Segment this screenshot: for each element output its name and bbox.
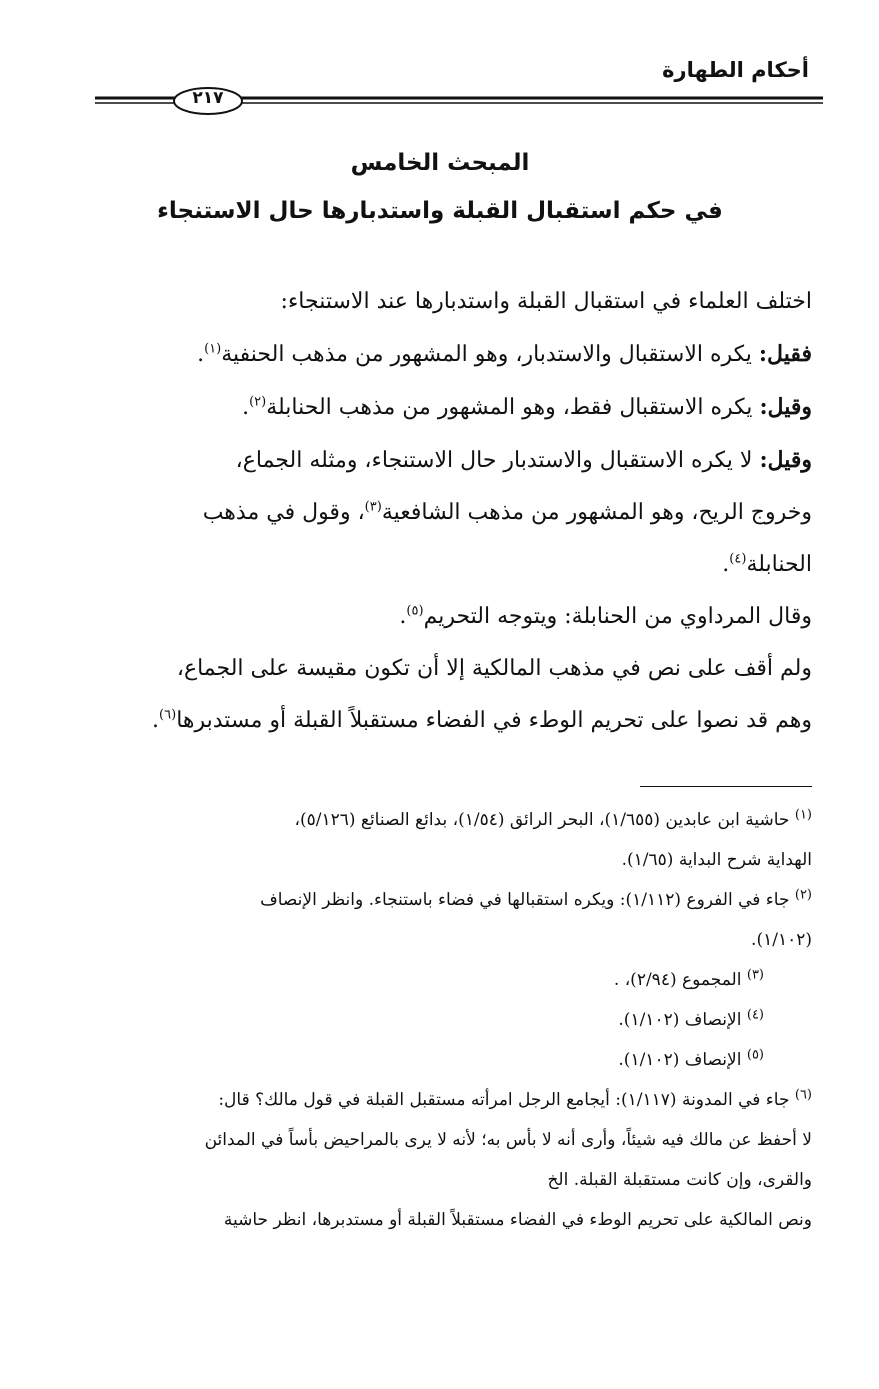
maliki-line-1: ولم أقف على نص في مذهب المالكية إلا أن تكون مقيسة على الجماع، xyxy=(176,656,812,681)
footnote-3: $^{(٣)}$ المجموع (٢/٩٤)، . xyxy=(613,967,764,990)
section-title: في حكم استقبال القبلة واستدبارها حال الاستنجاء xyxy=(157,198,723,224)
page-number: ٢١٧ xyxy=(192,88,224,108)
footnotes xyxy=(90,800,812,1240)
opinion-1: فقيل: يكره الاستقبال والاستدبار، وهو المشهور من مذهب الحنفية$^{(١)}$. xyxy=(197,341,812,367)
maliki-line-2: وهم قد نصوا على تحريم الوطء في الفضاء مستقبلاً القبلة أو مستدبرها$^{(٦)}$. xyxy=(152,707,812,733)
footnote-4: $^{(٤)}$ الإنصاف (١/١٠٢). xyxy=(618,1007,764,1030)
footnote-6-cont: لا أحفظ عن مالك فيه شيئاً، وأرى أنه لا بأس به؛ لأنه لا يرى بالمراحيض بأساً في المدائن xyxy=(204,1130,812,1150)
footnote-2: $^{(٢)}$ جاء في الفروع (١/١١٢): ويكره استقبالها في فضاء باستنجاء. وانظر الإنصاف xyxy=(260,887,812,910)
footnote-2-cont: (١/١٠٢). xyxy=(751,930,812,950)
opinion-lead: وقيل: xyxy=(759,447,812,473)
opinion-lead: فقيل: xyxy=(758,341,812,367)
footnote-ref: (٢) xyxy=(249,394,267,410)
running-header-title: أحكام الطهارة xyxy=(662,58,809,82)
footnote-1-cont: الهداية شرح البداية (١/٦٥). xyxy=(621,850,812,870)
footnote-5: $^{(٥)}$ الإنصاف (١/١٠٢). xyxy=(618,1047,764,1070)
footnote-ref: (٥) xyxy=(406,603,424,619)
footnote-6-cont: ونص المالكية على تحريم الوطء في الفضاء مستقبلاً القبلة أو مستدبرها، انظر حاشية xyxy=(223,1210,812,1230)
body-text xyxy=(90,276,812,747)
opinion-lead: وقيل: xyxy=(759,394,812,420)
footnote-ref: (١) xyxy=(204,341,222,357)
opinion-3-line-1: وقيل: لا يكره الاستقبال والاستدبار حال الاستنجاء، ومثله الجماع، xyxy=(235,447,812,473)
footnote-separator xyxy=(640,786,812,787)
footnote-ref: (٤) xyxy=(729,551,747,567)
opinion-3-line-2: وخروج الريح، وهو المشهور من مذهب الشافعية$^{(٣)}$، وقول في مذهب xyxy=(202,499,812,525)
section-heading: المبحث الخامس xyxy=(350,150,530,176)
footnote-ref: (٣) xyxy=(364,499,382,515)
footnote-1: $^{(١)}$ حاشية ابن عابدين (١/٦٥٥)، البحر الرائق (١/٥٤)، بدائع الصنائع (٥/١٢٦)، xyxy=(294,807,812,830)
mardawi-quote: وقال المرداوي من الحنابلة: ويتوجه التحريم$^{(٥)}$. xyxy=(399,603,812,629)
footnote-6-cont: والقرى، وإن كانت مستقبلة القبلة. الخ xyxy=(547,1170,812,1190)
opinion-3-line-3: الحنابلة$^{(٤)}$. xyxy=(722,551,812,577)
footnote-ref: (٦) xyxy=(159,707,177,723)
footnote-6: $^{(٦)}$ جاء في المدونة (١/١١٧): أيجامع الرجل امرأته مستقبل القبلة في قول مالك؟ قال: xyxy=(218,1087,812,1110)
intro-line: اختلف العلماء في استقبال القبلة واستدبارها عند الاستنجاء: xyxy=(280,289,812,314)
opinion-2: وقيل: يكره الاستقبال فقط، وهو المشهور من مذهب الحنابلة$^{(٢)}$. xyxy=(242,394,812,420)
